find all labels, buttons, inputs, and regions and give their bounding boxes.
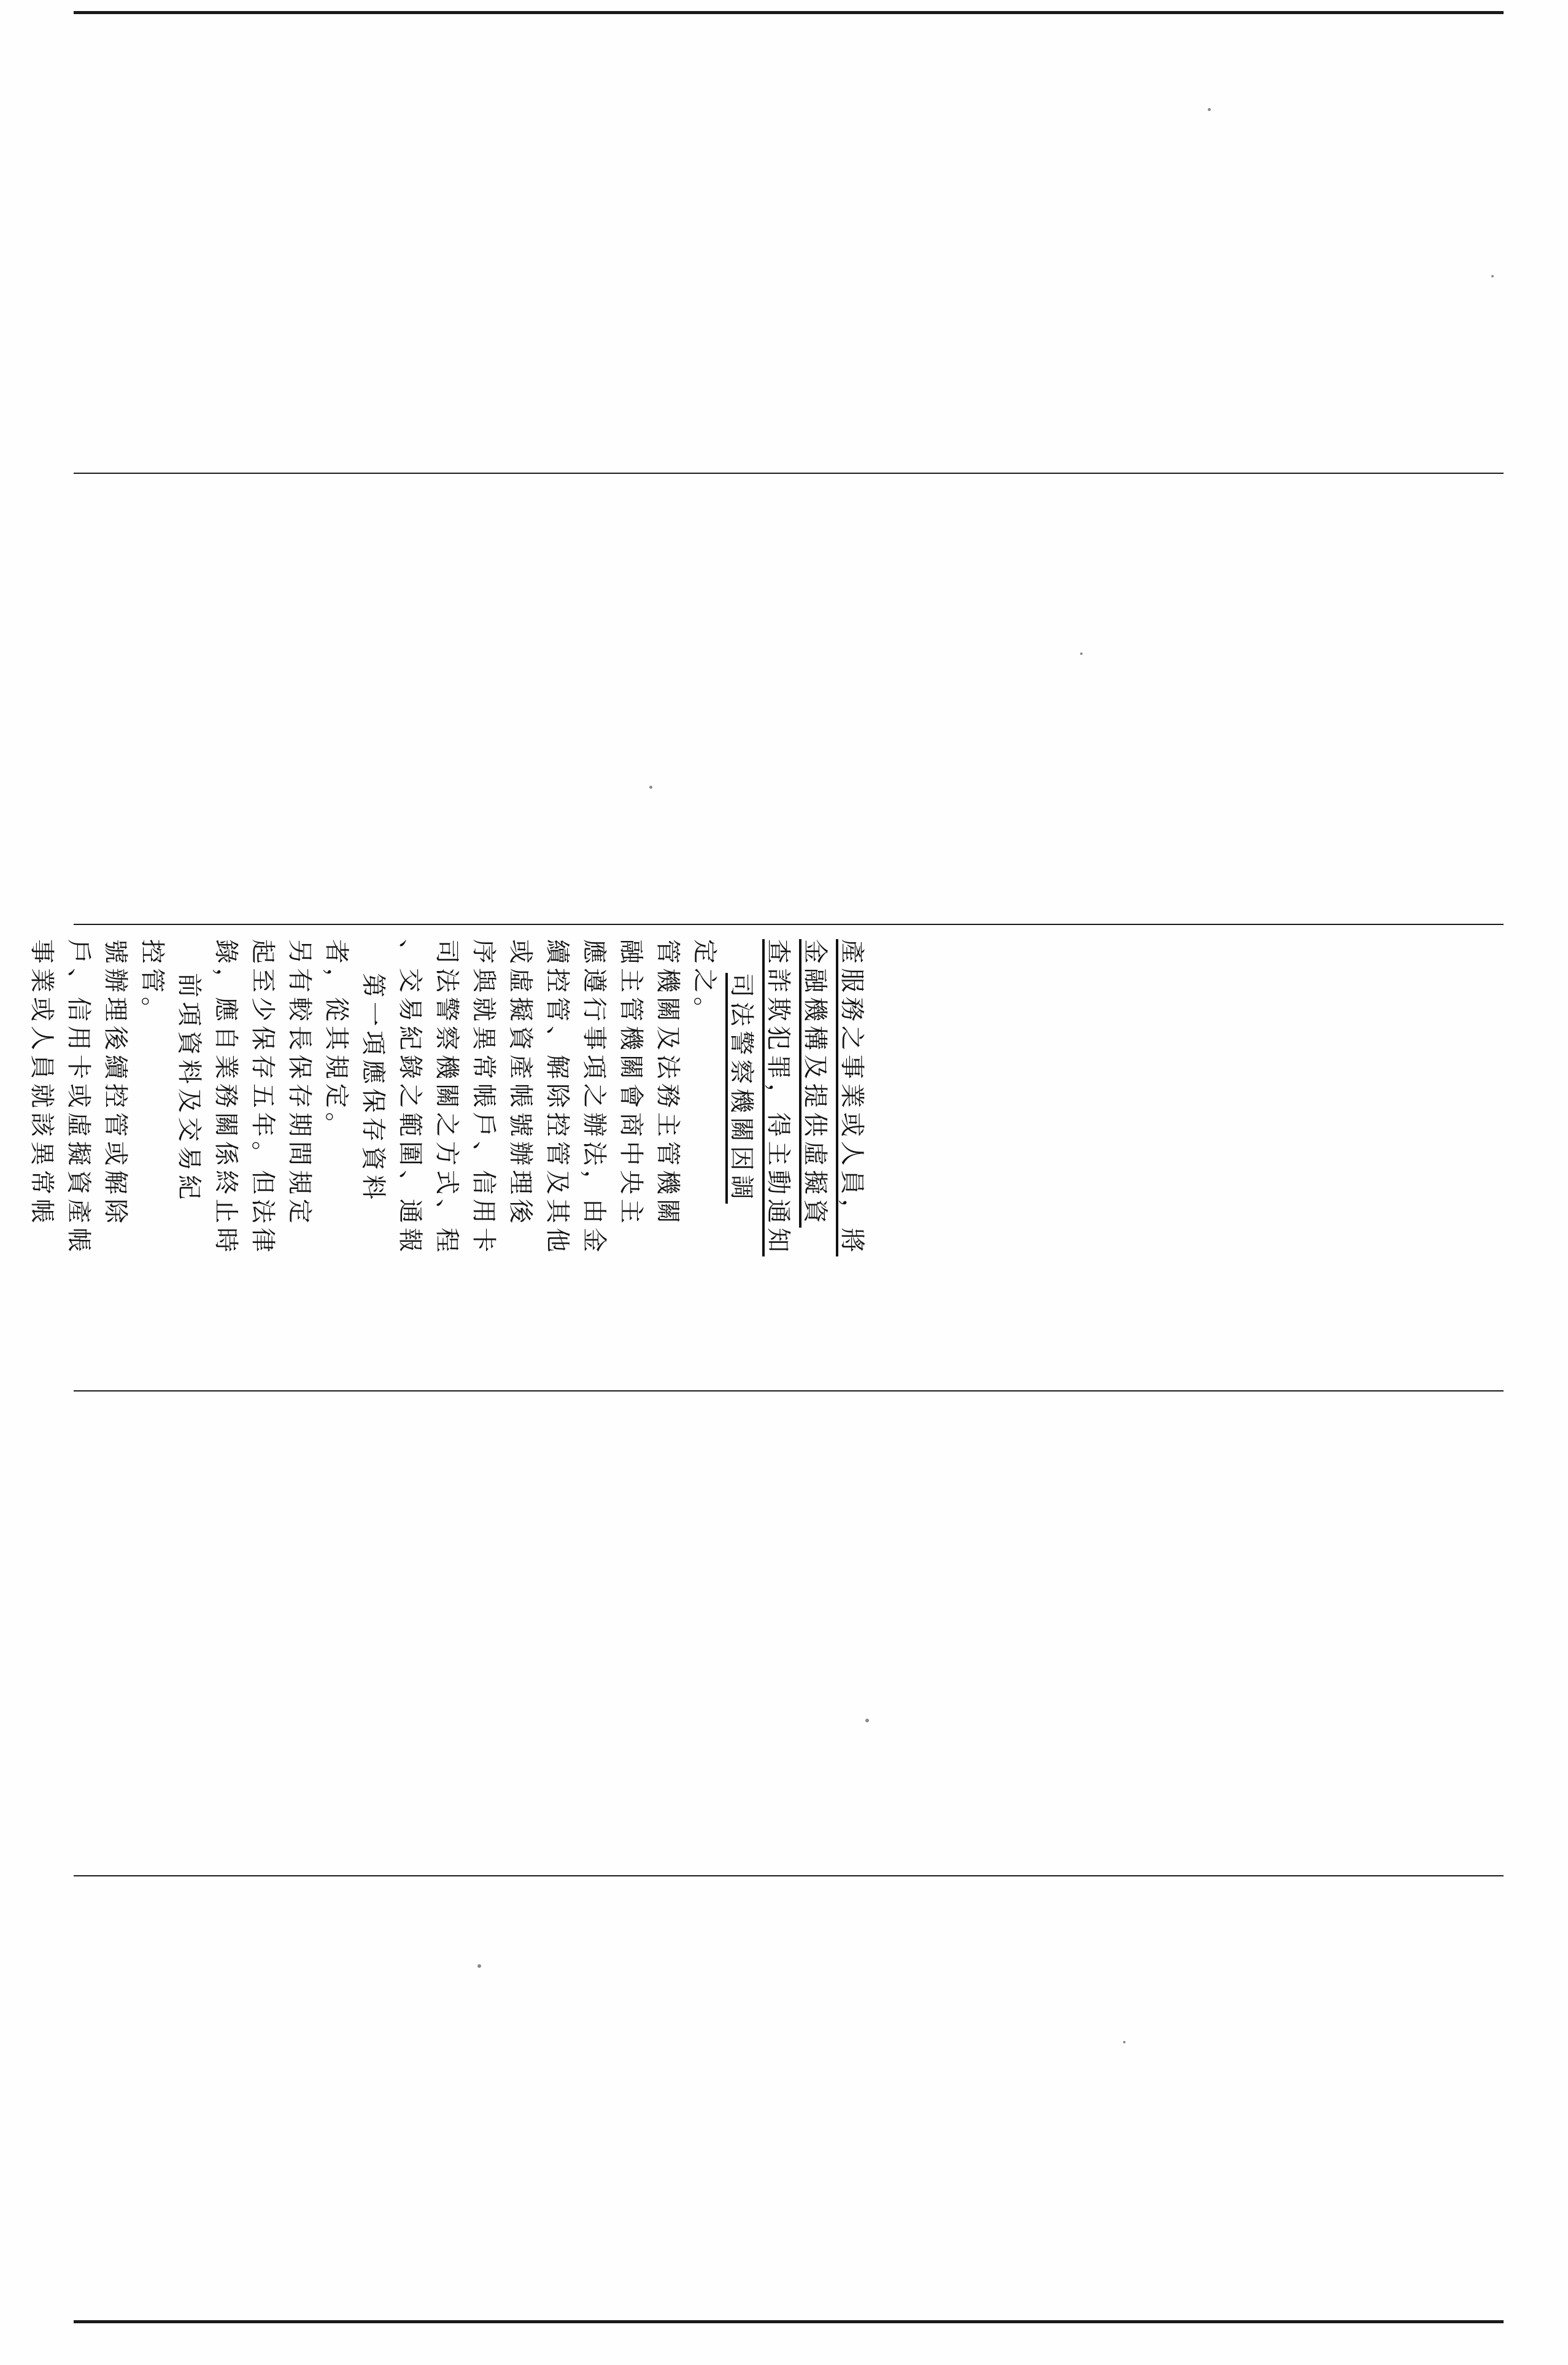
scan-speck [1208,108,1211,111]
text-column-6: 錄，應自業務關係終止時 [212,939,240,1256]
scan-speck [477,1964,481,1968]
text-column-13: 序與就異常帳戶、信用卡 [469,939,498,1256]
text-column-22: 金融機構及提供虛擬資 [801,939,829,1228]
text-column-7: 起至少保存五年。但法律 [249,939,277,1256]
text-column-19: 定之。 [690,939,719,1026]
text-column-21: 查詐欺犯罪，得主動通知 [764,939,792,1256]
scan-speck [865,1719,869,1722]
text-column-5: 前項資料及交易紀 [175,973,203,1204]
text-column-17: 融主管機關會商中央主 [617,939,645,1228]
scan-speck [1491,275,1494,277]
scan-speck [649,786,652,789]
text-column-3: 號辦理後續控管或解除 [101,939,129,1228]
text-column-8: 另有較長保存期間規定 [285,939,314,1228]
scan-speck [1123,2041,1126,2043]
text-column-10: 第一項應保存資料 [359,973,387,1204]
text-column-11: 、交易紀錄之範圍、通報 [396,939,424,1256]
text-column-23: 產服務之事業或人員，將 [838,939,866,1256]
text-column-9: 者，從其規定。 [322,939,350,1141]
text-column-14: 或虛擬資產帳號辦理後 [506,939,535,1228]
text-column-4: 控管。 [138,939,166,1026]
text-column-20: 司法警察機關因調 [727,973,755,1204]
text-column-2: 戶、信用卡或虛擬資產帳 [64,939,93,1256]
text-column-1: 事業或人員就該異常帳 [28,939,56,1228]
text-column-18: 管機關及法務主管機關 [654,939,682,1228]
text-column-12: 司法警察機關之方式、程 [433,939,461,1256]
scan-speck [1080,652,1083,655]
text-column-15: 續控管、解除控管及其他 [543,939,571,1256]
text-column-16: 應遵行事項之辦法，由金 [580,939,608,1256]
